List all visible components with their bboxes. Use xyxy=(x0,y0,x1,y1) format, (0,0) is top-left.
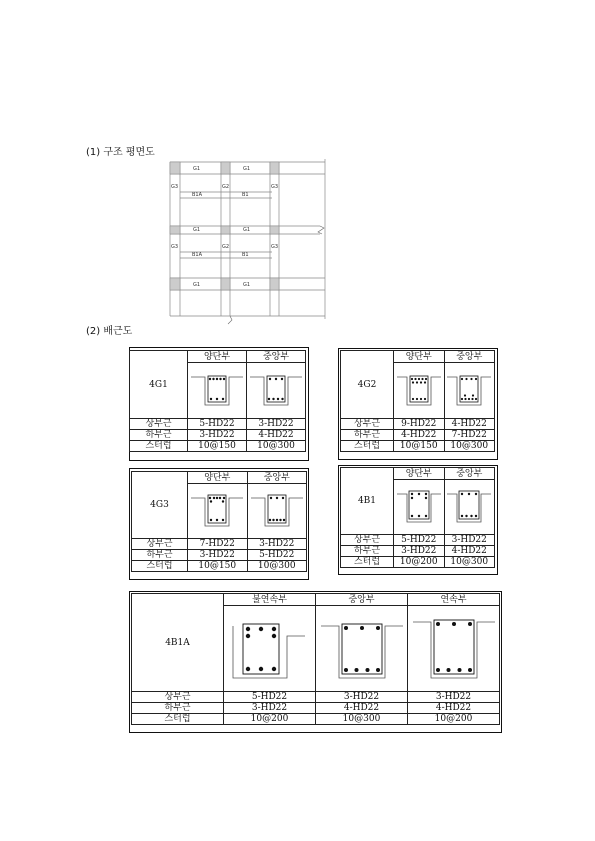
cell: 4-HD22 xyxy=(444,546,495,557)
cell: 10@200 xyxy=(394,557,445,568)
section-end xyxy=(394,480,445,535)
plan-label: B1A xyxy=(192,192,203,198)
cell: 10@150 xyxy=(188,441,247,452)
section-2-title: (2) 배근도 xyxy=(86,326,133,337)
section-center xyxy=(444,363,495,419)
cell: 10@200 xyxy=(224,714,316,725)
col-header: 중앙부 xyxy=(444,468,495,480)
section-center xyxy=(316,606,408,692)
cell: 10@300 xyxy=(247,441,306,452)
section-center xyxy=(444,480,495,535)
table-4b1 xyxy=(340,467,495,568)
beam-name: 4G2 xyxy=(341,351,394,419)
row-label: 하부근 xyxy=(132,703,224,714)
col-header: 불연속부 xyxy=(224,594,316,606)
rebar-section-diagram xyxy=(248,369,304,409)
table-4b1a xyxy=(131,593,500,725)
row-label: 하부근 xyxy=(132,550,188,561)
col-header: 양단부 xyxy=(394,468,445,480)
col-header: 양단부 xyxy=(188,472,248,484)
section-center xyxy=(247,363,306,419)
row-label: 상부근 xyxy=(132,692,224,703)
col-header: 양단부 xyxy=(188,351,247,363)
section-discontinuous xyxy=(224,606,316,692)
plan-label: G1 xyxy=(193,282,201,288)
rebar-section-diagram xyxy=(445,486,493,526)
plan-label: G1 xyxy=(193,166,201,172)
cell: 3-HD22 xyxy=(394,546,445,557)
plan-label: G2 xyxy=(222,184,230,190)
table-4g2 xyxy=(340,350,495,452)
plan-label: G2 xyxy=(222,244,230,250)
section-center xyxy=(247,484,307,539)
row-label: 스터럽 xyxy=(132,714,224,725)
rebar-section-diagram xyxy=(395,369,443,409)
cell: 5-HD22 xyxy=(394,535,445,546)
cell: 3-HD22 xyxy=(444,535,495,546)
col-header: 중앙부 xyxy=(247,472,307,484)
cell: 10@300 xyxy=(444,441,495,452)
rebar-section-diagram xyxy=(317,612,407,682)
cell: 10@300 xyxy=(444,557,495,568)
cell: 10@200 xyxy=(408,714,500,725)
col-header: 중앙부 xyxy=(444,351,495,363)
plan-label: G1 xyxy=(243,282,251,288)
plan-label: G3 xyxy=(171,184,179,190)
cell: 10@300 xyxy=(316,714,408,725)
rebar-section-diagram xyxy=(409,612,499,682)
plan-label: B1 xyxy=(242,192,249,198)
cell: 10@300 xyxy=(247,561,307,572)
rebar-section-diagram xyxy=(249,490,305,530)
cell: 3-HD22 xyxy=(247,539,307,550)
cell: 5-HD22 xyxy=(224,692,316,703)
section-end xyxy=(188,363,247,419)
col-header: 연속부 xyxy=(408,594,500,606)
cell: 7-HD22 xyxy=(188,539,248,550)
cell: 4-HD22 xyxy=(408,703,500,714)
cell: 7-HD22 xyxy=(444,430,495,441)
cell: 4-HD22 xyxy=(247,430,306,441)
plan-label: B1 xyxy=(242,252,249,258)
table-4g1 xyxy=(129,350,306,452)
row-label: 상부근 xyxy=(341,535,394,546)
section-continuous xyxy=(408,606,500,692)
row-label: 하부근 xyxy=(341,430,394,441)
col-header: 중앙부 xyxy=(316,594,408,606)
rebar-section-diagram xyxy=(189,490,245,530)
cell: 4-HD22 xyxy=(316,703,408,714)
row-label: 스터럽 xyxy=(132,561,188,572)
beam-name: 4G3 xyxy=(132,472,188,539)
plan-label: G1 xyxy=(243,227,251,233)
plan-label: B1A xyxy=(192,252,203,258)
row-label: 스터럽 xyxy=(341,441,394,452)
row-label: 하부근 xyxy=(341,546,394,557)
rebar-section-diagram xyxy=(395,486,443,526)
col-header: 양단부 xyxy=(394,351,445,363)
row-label: 상부근 xyxy=(130,419,188,430)
plan-label: G1 xyxy=(193,227,201,233)
structural-plan xyxy=(160,154,345,329)
beam-name: 4B1A xyxy=(132,594,224,692)
cell: 5-HD22 xyxy=(247,550,307,561)
section-1-title: (1) 구조 평면도 xyxy=(86,147,155,158)
section-end xyxy=(394,363,445,419)
plan-label: G3 xyxy=(171,244,179,250)
rebar-section-diagram xyxy=(189,369,245,409)
rebar-section-diagram xyxy=(225,612,315,682)
row-label: 상부근 xyxy=(341,419,394,430)
cell: 3-HD22 xyxy=(224,703,316,714)
cell: 10@150 xyxy=(394,441,445,452)
plan-label: G3 xyxy=(271,184,279,190)
beam-name: 4G1 xyxy=(130,351,188,419)
cell: 9-HD22 xyxy=(394,419,445,430)
cell: 4-HD22 xyxy=(394,430,445,441)
plan-label: G1 xyxy=(243,166,251,172)
cell: 3-HD22 xyxy=(188,550,248,561)
cell: 3-HD22 xyxy=(188,430,247,441)
cell: 3-HD22 xyxy=(247,419,306,430)
row-label: 스터럽 xyxy=(341,557,394,568)
cell: 5-HD22 xyxy=(188,419,247,430)
row-label: 스터럽 xyxy=(130,441,188,452)
beam-name: 4B1 xyxy=(341,468,394,535)
rebar-section-diagram xyxy=(445,369,493,409)
cell: 3-HD22 xyxy=(316,692,408,703)
cell: 10@150 xyxy=(188,561,248,572)
row-label: 하부근 xyxy=(130,430,188,441)
cell: 4-HD22 xyxy=(444,419,495,430)
cell: 3-HD22 xyxy=(408,692,500,703)
plan-label: G3 xyxy=(271,244,279,250)
table-4g3 xyxy=(131,471,307,572)
col-header: 중앙부 xyxy=(247,351,306,363)
section-end xyxy=(188,484,248,539)
row-label: 상부근 xyxy=(132,539,188,550)
